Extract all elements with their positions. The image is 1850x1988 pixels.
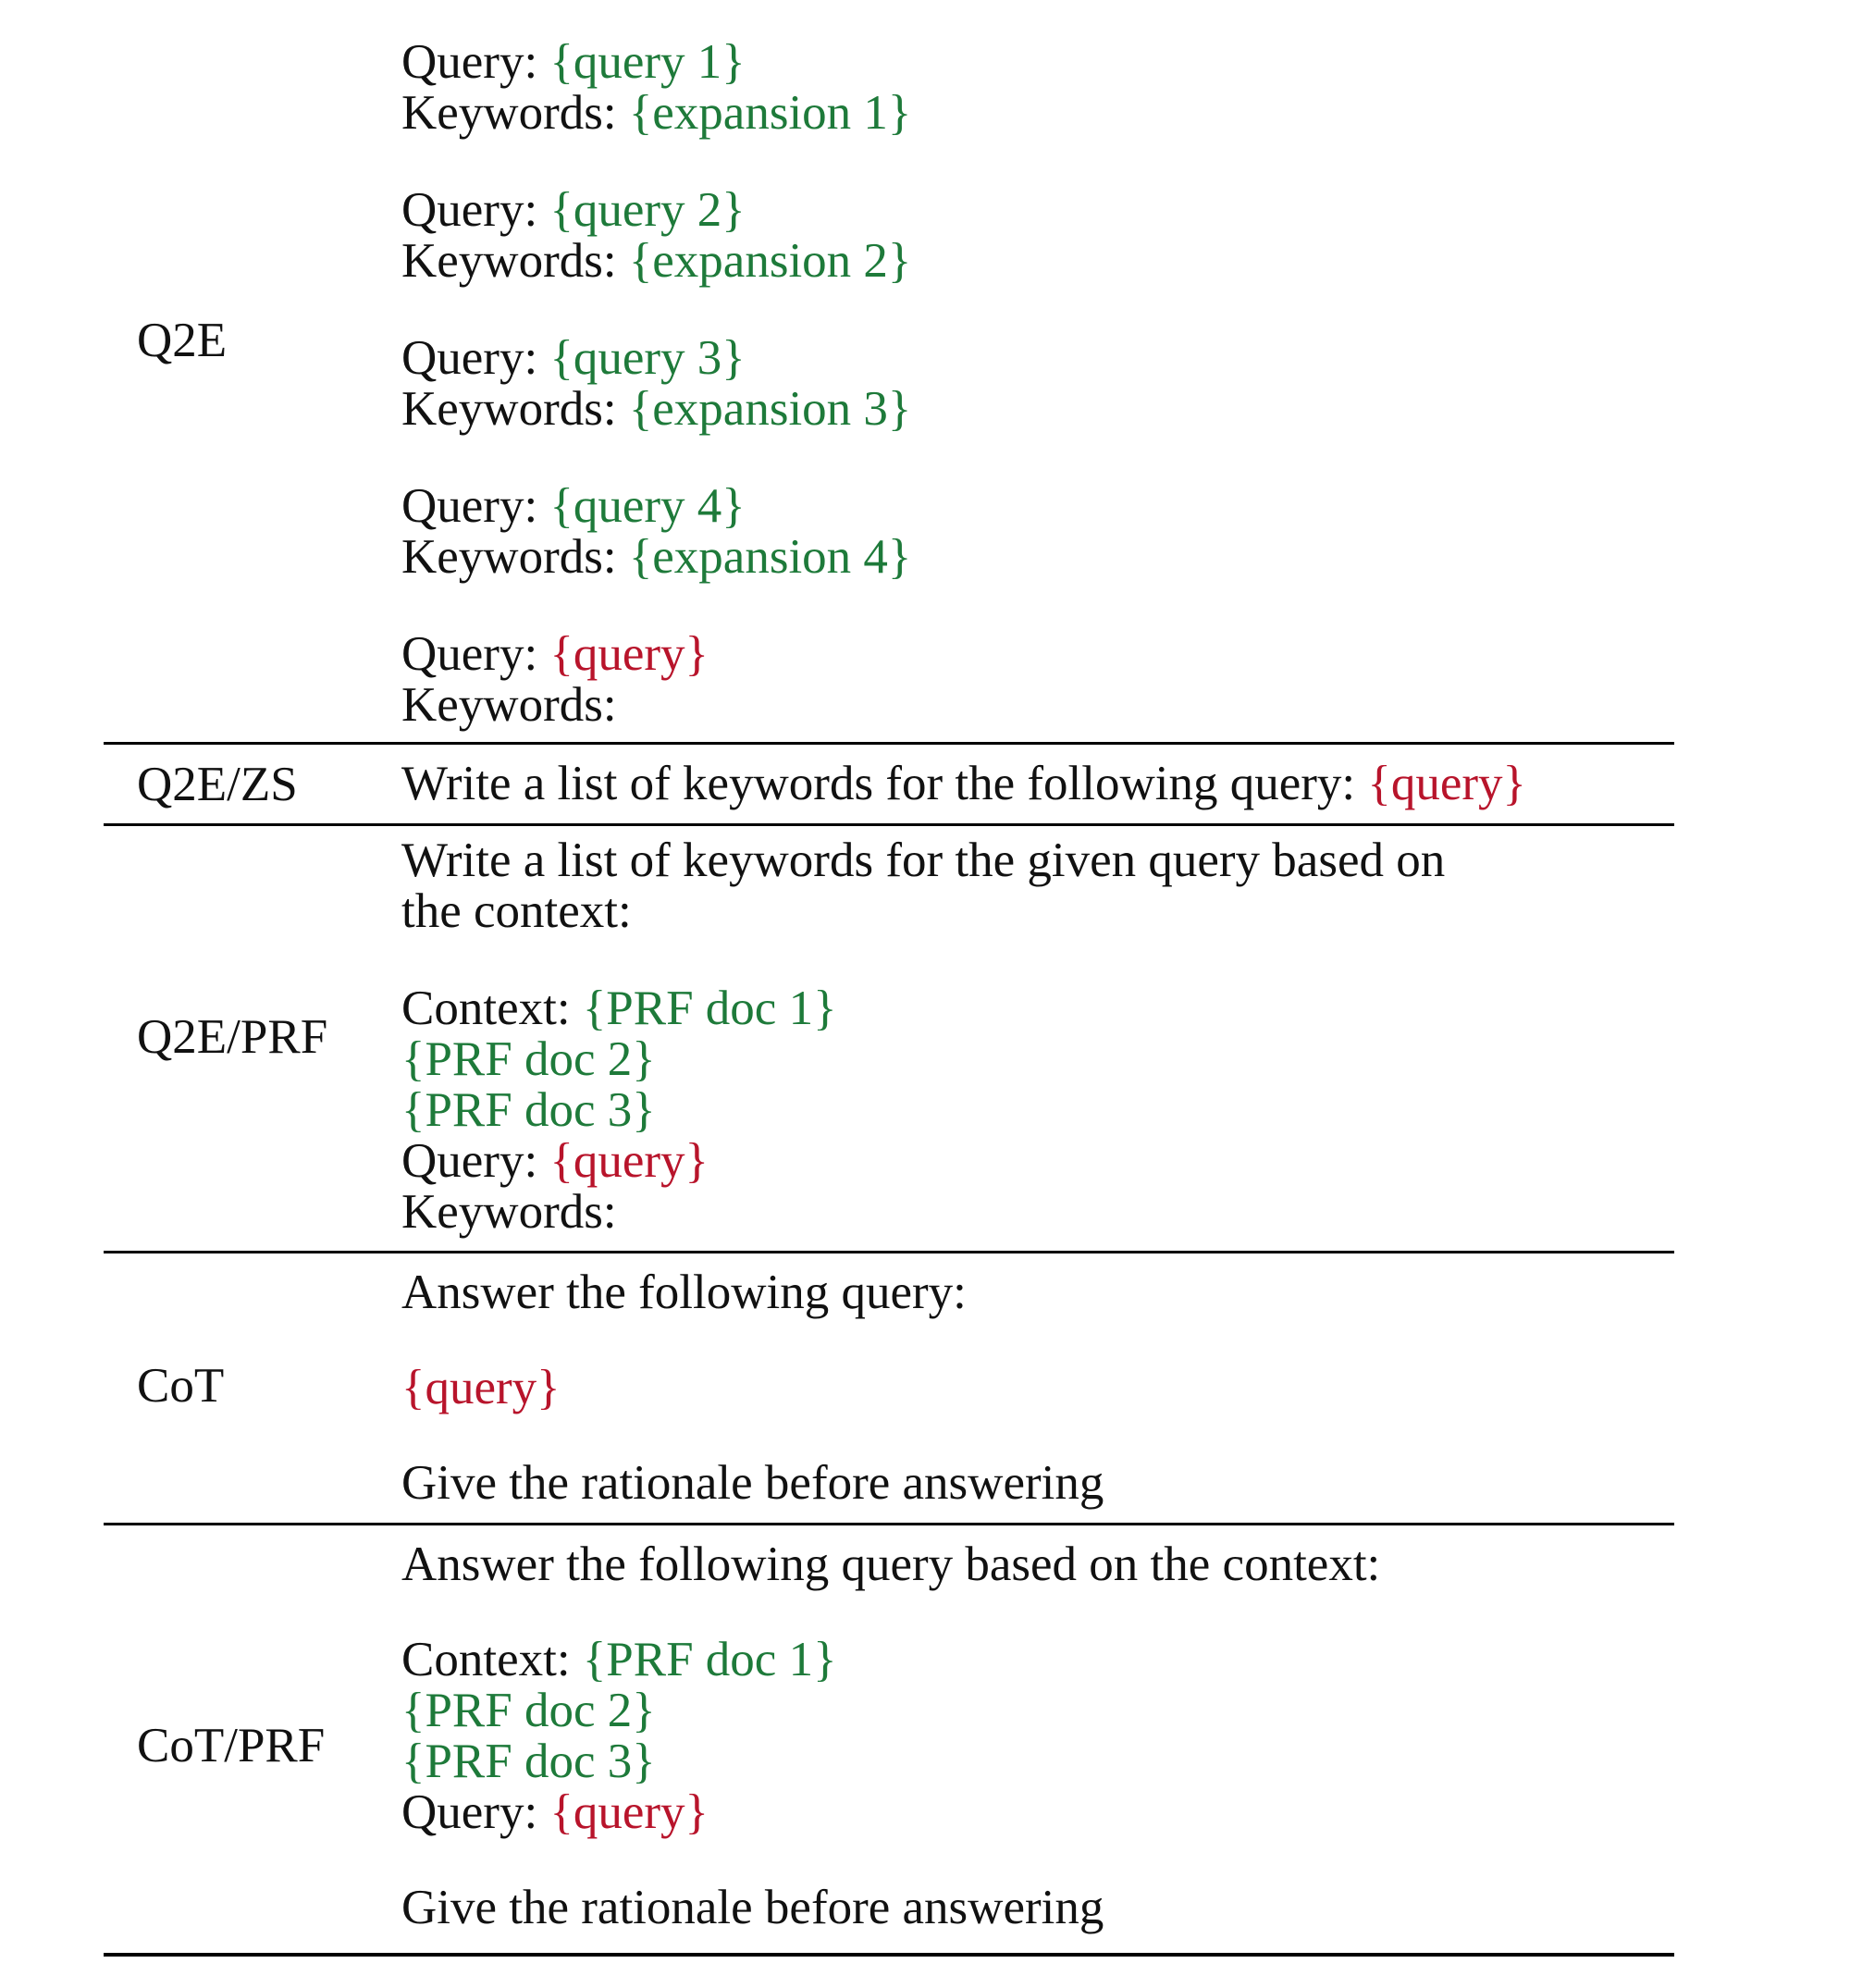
prf-doc-placeholder: {PRF doc 1} — [582, 1633, 837, 1686]
query-placeholder: {query 1} — [549, 35, 746, 89]
instruction-line: Write a list of keywords for the given query based on — [401, 833, 1446, 887]
method-label: CoT — [137, 1359, 225, 1413]
instruction-line: Write a list of keywords for the following query: {query} — [401, 757, 1526, 810]
expansion-placeholder: {expansion 2} — [628, 234, 912, 288]
query-line: Query: {query} — [401, 1134, 709, 1188]
context-line: Context: {PRF doc 1} — [401, 982, 837, 1035]
prf-doc-placeholder: {PRF doc 2} — [401, 1032, 656, 1086]
example-query-line: Query: {query 1} — [401, 35, 746, 89]
method-label: Q2E/ZS — [137, 758, 298, 811]
query-placeholder: {query 3} — [549, 331, 746, 385]
method-label: CoT/PRF — [137, 1719, 326, 1772]
query-placeholder: {query} — [549, 627, 709, 681]
example-keywords-line: Keywords: {expansion 3} — [401, 382, 912, 436]
expansion-placeholder: {expansion 1} — [628, 86, 912, 140]
row-q2e-prf — [104, 826, 1674, 1251]
closing-line: Give the rationale before answering — [401, 1456, 1104, 1510]
prompt-cell — [401, 759, 1526, 809]
query-placeholder: {query 4} — [549, 479, 746, 533]
query-line: Query: {query} — [401, 1785, 709, 1839]
example-keywords-line: Keywords: {expansion 1} — [401, 86, 912, 140]
closing-line: Give the rationale before answering — [401, 1881, 1104, 1934]
row-cot-prf — [104, 1525, 1674, 1953]
table-rule — [104, 1953, 1674, 1957]
row-q2e — [104, 0, 1674, 742]
prompt-table — [104, 0, 1674, 1957]
example-query-line: Query: {query 2} — [401, 183, 746, 237]
prompt-cell — [401, 1539, 1380, 1933]
method-label: Q2E/PRF — [137, 1010, 328, 1064]
query-placeholder: {query 2} — [549, 183, 746, 237]
prf-doc-placeholder: {PRF doc 2} — [401, 1684, 656, 1737]
expansion-placeholder: {expansion 3} — [628, 382, 912, 436]
row-q2e-zs — [104, 745, 1674, 823]
prf-doc-placeholder: {PRF doc 3} — [401, 1735, 656, 1788]
prompt-cell — [401, 1267, 1104, 1509]
prf-doc-placeholder: {PRF doc 3} — [401, 1083, 656, 1137]
query-placeholder: {query} — [549, 1785, 709, 1839]
prompt-cell — [401, 835, 1445, 1238]
example-keywords-line: Keywords: {expansion 2} — [401, 234, 912, 288]
instruction-line: Answer the following query: — [401, 1266, 967, 1319]
example-query-line: Query: {query 3} — [401, 331, 746, 385]
example-query-line: Query: {query 4} — [401, 479, 746, 533]
prf-doc-placeholder: {PRF doc 1} — [582, 982, 837, 1035]
query-placeholder: {query} — [1367, 757, 1526, 810]
method-label: Q2E — [137, 314, 228, 367]
query-placeholder: {query} — [401, 1361, 561, 1414]
prompt-cell — [401, 37, 911, 731]
query-placeholder: {query} — [549, 1134, 709, 1188]
row-cot — [104, 1253, 1674, 1523]
context-line: Context: {PRF doc 1} — [401, 1633, 837, 1686]
instruction-line: Answer the following query based on the context: — [401, 1537, 1381, 1591]
instruction-line: the context: — [401, 884, 632, 938]
example-keywords-line: Keywords: {expansion 4} — [401, 530, 912, 584]
final-query-line: Query: {query} — [401, 627, 709, 681]
keywords-line: Keywords: — [401, 1185, 617, 1239]
expansion-placeholder: {expansion 4} — [628, 530, 912, 584]
final-keywords-line: Keywords: — [401, 678, 617, 732]
